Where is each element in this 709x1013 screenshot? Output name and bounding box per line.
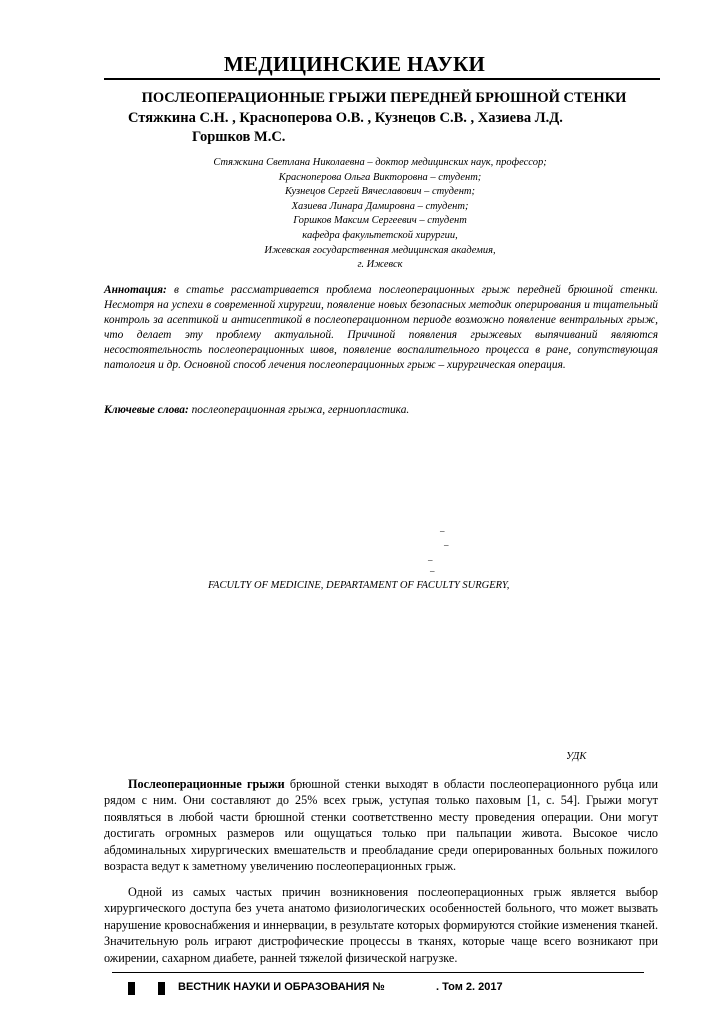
affiliation-line: Красноперова Ольга Викторовна – студент;: [278, 171, 482, 183]
abstract-label: Аннотация:: [104, 284, 167, 296]
affiliation-line: кафедра факультетской хирургии,: [302, 229, 458, 241]
affiliation-line: Горшков Максим Сергеевич – студент: [293, 215, 467, 227]
abstract: [104, 283, 658, 373]
keywords: [104, 404, 409, 416]
footer-volume: . Том 2. 2017: [436, 981, 503, 993]
article-title: ПОСЛЕОПЕРАЦИОННЫЕ ГРЫЖИ ПЕРЕДНЕЙ БРЮШНОЙ СТЕНКИ: [141, 90, 627, 106]
authors-line-2: Горшков М.С.: [192, 129, 286, 145]
keywords-text: послеоперационная грыжа, герниопластика.: [188, 404, 410, 416]
dash-mark: –: [430, 566, 435, 576]
paragraph-text: брюшной стенки выходят в области послеоперационного рубца или рядом с ним. Они составляют до 25% всех грыж, уступая только паховым [1, с. 54]. Грыжи могут появляться в любой части брюшной стенки соответственно месту проведения операции. Они могут достигать огромных размеров или ощущаться только при пальпации живота. Высокое число абдоминальных хирургических вмешательств и преобладание среди оперированных больных пожилого возраста ведут к заметному увеличению послеоперационных грыж.: [104, 777, 659, 874]
affiliation-line: Хазиева Линара Дамировна – студент;: [291, 200, 469, 212]
footer-divider: [112, 972, 644, 973]
udk-label: УДК: [566, 751, 587, 762]
body-paragraph-1: [104, 776, 658, 874]
dash-mark: –: [440, 526, 445, 536]
footer-block-mark: [128, 982, 135, 995]
footer-journal: ВЕСТНИК НАУКИ И ОБРАЗОВАНИЯ №: [178, 981, 385, 993]
affiliations: [120, 156, 640, 273]
affiliation-line: Кузнецов Сергей Вячеславович – студент;: [285, 186, 475, 198]
body-paragraph-2: Одной из самых частых причин возникновения послеоперационных грыж является выбор хирургического доступа без учета анатомо физиологических особенностей больного, что может вызвать нарушение кровоснабжения и иннервации, в результате которых формируются стойкие изменения тканей. Значительную роль играют дистрофические процессы в тканях, которые чаще всего возникают при ожирении, сахарном диабете, ранней тяжелой физической нагрузке.: [104, 885, 658, 965]
footer-block-mark: [158, 982, 165, 995]
keywords-label: Ключевые слова:: [104, 404, 189, 416]
affiliation-line: Стяжкина Светлана Николаевна – доктор медицинских наук, профессор;: [213, 157, 547, 168]
abstract-text: в статье рассматривается проблема послеоперационных грыж передней брюшной стенки. Несмотря на успехи в современной хирургии, появление новых безопасных методик оперирования и тщательный контроль за асептикой и антисептикой в послеоперационном периоде возможно появление вентральных грыж, что делает эту проблему актуальной. Причиной появления грыжевых выпячиваний являются несостоятельность послеоперационных швов, появление воспалительного процесса в ране, сопутствующая патология и др. Основной способ лечения послеоперационных грыж – хирургическая операция.: [104, 284, 658, 371]
dash-mark: –: [428, 555, 433, 565]
title-divider: [104, 78, 660, 80]
affiliation-line: Ижевская государственная медицинская академия,: [264, 244, 496, 256]
authors-line-1: Стяжкина С.Н. , Красноперова О.В. , Кузнецов С.В. , Хазиева Л.Д.: [128, 110, 563, 126]
dash-mark: –: [444, 540, 449, 550]
section-title: МЕДИЦИНСКИЕ НАУКИ: [223, 52, 486, 76]
affiliation-line: г. Ижевск: [357, 259, 403, 271]
faculty-english: FACULTY OF MEDICINE, DEPARTAMENT OF FACULTY SURGERY,: [208, 580, 510, 591]
paragraph-lead: Послеоперационные грыжи: [128, 777, 285, 791]
